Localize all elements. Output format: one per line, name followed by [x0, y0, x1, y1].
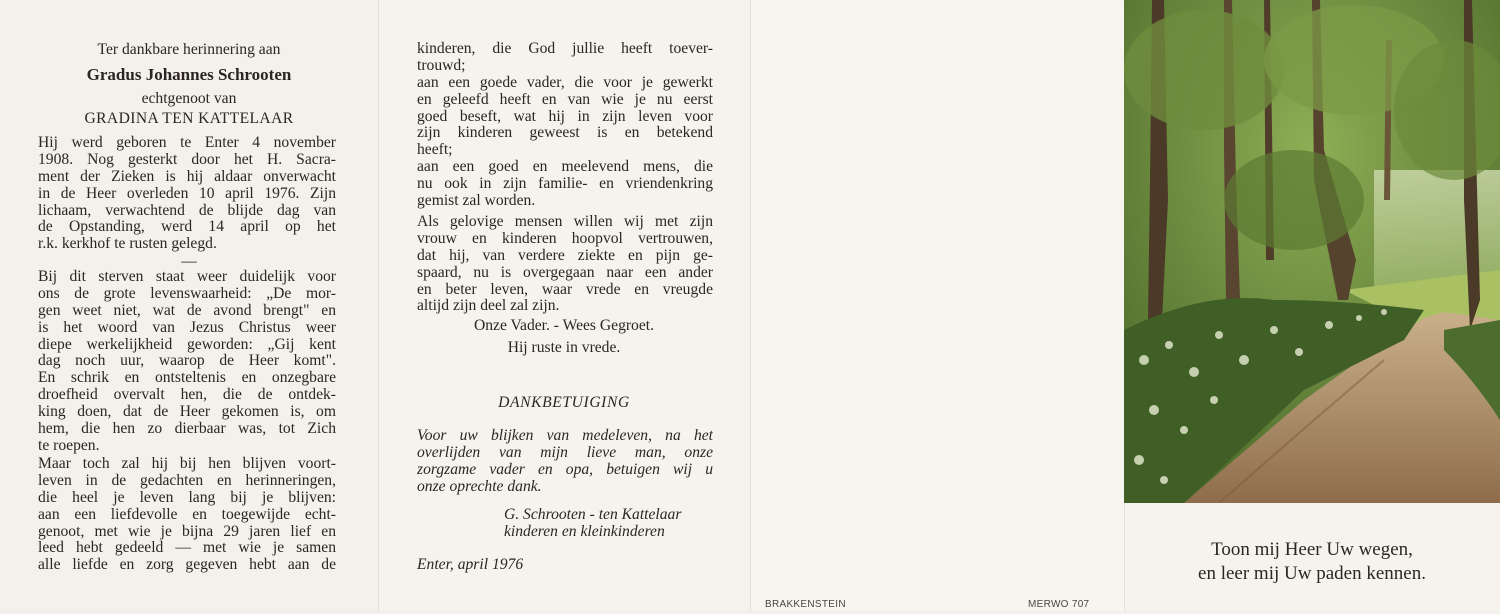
text-line: en geleefd heeft en van wie je nu eerst [417, 91, 713, 108]
text-line: droefheid overvalt hen, die de ontdek- [38, 387, 336, 404]
text-line: Hij werd geboren te Enter 4 november [38, 135, 336, 151]
text-line: spaard, nu is overgegaan naar een ander [417, 264, 713, 281]
fold-line [378, 0, 379, 611]
blank-panel [750, 0, 1124, 611]
text-line: lichaam, verwachtend de blijde dag van [38, 202, 336, 219]
text-line: Maar toch zal hij bij hen blijven voort- [38, 456, 336, 472]
paragraph-faith [417, 214, 713, 315]
text-line: alle liefde en zorg gegeven hebt aan de [38, 557, 336, 574]
verse-line: en leer mij Uw paden kennen. [1198, 563, 1426, 584]
text-line: gen weet niet, wat de avond brengt" en [38, 302, 336, 319]
text-line: king doen, dat de Heer gekomen is, om [38, 404, 336, 421]
thanks-title: DANKBETUIGING [498, 394, 630, 411]
text-line: genoot, met wie je bijna 29 jaren lief en [38, 523, 336, 540]
rest-in-peace: Hij ruste in vrede. [507, 339, 621, 356]
text-line: leed hebt gedeeld — met wie je samen [38, 540, 336, 557]
intro-line: Ter dankbare herinnering aan [97, 41, 281, 58]
text-line: ons de grote levenswaarheid: „De mor- [38, 285, 336, 302]
place-date: Enter, april 1976 [417, 556, 524, 573]
text-line: trouwd; [417, 57, 466, 74]
text-line: leven in de gedachten en herinneringen, [38, 472, 336, 489]
text-line: Voor uw blijken van medeleven, na het [417, 428, 713, 444]
text-line: altijd zijn deel zal zijn. [417, 298, 560, 315]
text-line: 1908. Nog gesterkt door het H. Sacra- [38, 151, 336, 168]
text-line: dat hij, van verdere ziekte en pijn ge- [417, 247, 713, 264]
text-line: kinderen, die God jullie heeft toever- [417, 41, 713, 57]
bible-verse [1124, 538, 1500, 586]
text-line: aan een liefdevolle en toegewijde echt- [38, 506, 336, 523]
paragraph-birth-death [38, 135, 336, 253]
paragraph-reflection [38, 269, 336, 455]
text-line: heeft; [417, 142, 453, 159]
text-line: En schrik en ontsteltenis en onzegbare [38, 370, 336, 387]
spouse-name: GRADINA TEN KATTELAAR [84, 110, 294, 127]
text-line: zijn kinderen geweest is en betekend [417, 125, 713, 142]
prayer-line: Onze Vader. - Wees Gegroet. [473, 317, 655, 334]
text-line: te roepen. [38, 437, 100, 454]
fold-line [750, 0, 751, 611]
text-line: zorgzame vader en opa, betuigen wij u [417, 461, 713, 478]
verse-line: Toon mij Heer Uw wegen, [1211, 539, 1413, 560]
product-code: MERWO 707 [1028, 599, 1090, 610]
text-line: aan een goede vader, die voor je gewerkt [417, 74, 713, 91]
tree-path-illustration [1124, 0, 1500, 503]
text-line: onze oprechte dank. [417, 478, 542, 495]
text-line: r.k. kerkhof te rusten gelegd. [38, 236, 217, 253]
text-line: in de Heer overleden 10 april 1976. Zijn [38, 185, 336, 202]
text-line: is het woord van Jezus Christus weer [38, 319, 336, 336]
text-line: Als gelovige mensen willen wij met zijn [417, 214, 713, 230]
landscape-photo [1124, 0, 1500, 503]
text-line: goed beseft, wat hij in zijn leven voor [417, 108, 713, 125]
text-line: gemist zal worden. [417, 193, 536, 210]
text-line: de Opstanding, werd 14 april op het [38, 219, 336, 236]
divider-dash: — [181, 253, 197, 270]
text-line: hem, die hen zo dierbaar was, tot Zich [38, 421, 336, 438]
text-line: aan een goed en meelevend mens, die [417, 159, 713, 176]
text-line: Bij dit sterven staat weer duidelijk voor [38, 269, 336, 285]
thanks-text [417, 428, 713, 496]
signature-line: kinderen en kleinkinderen [504, 523, 665, 540]
signature-line: G. Schrooten - ten Kattelaar [504, 507, 682, 523]
text-line: die heel je leven lang bij je blijven: [38, 489, 336, 506]
text-line: en beter leven, waar vrede en vreugde [417, 281, 713, 298]
printer-mark: BRAKKENSTEIN [765, 599, 846, 610]
text-line: dag noch uur, waarop de Heer komt". [38, 353, 336, 370]
paragraph-family [417, 41, 713, 210]
spouse-label: echtgenoot van [141, 90, 237, 107]
text-line: ment der Zieken is hij aldaar onverwacht [38, 168, 336, 185]
paragraph-memory [38, 456, 336, 574]
text-line: overlijden van mijn lieve man, onze [417, 444, 713, 461]
text-line: nu ook in zijn familie- en vriendenkring [417, 176, 713, 193]
signature [504, 507, 724, 541]
text-line: diepe werkelijkheid geworden: „Gij kent [38, 336, 336, 353]
deceased-name: Gradus Johannes Schrooten [86, 65, 292, 84]
text-line: vrouw en kinderen hoopvol vertrouwen, [417, 230, 713, 247]
